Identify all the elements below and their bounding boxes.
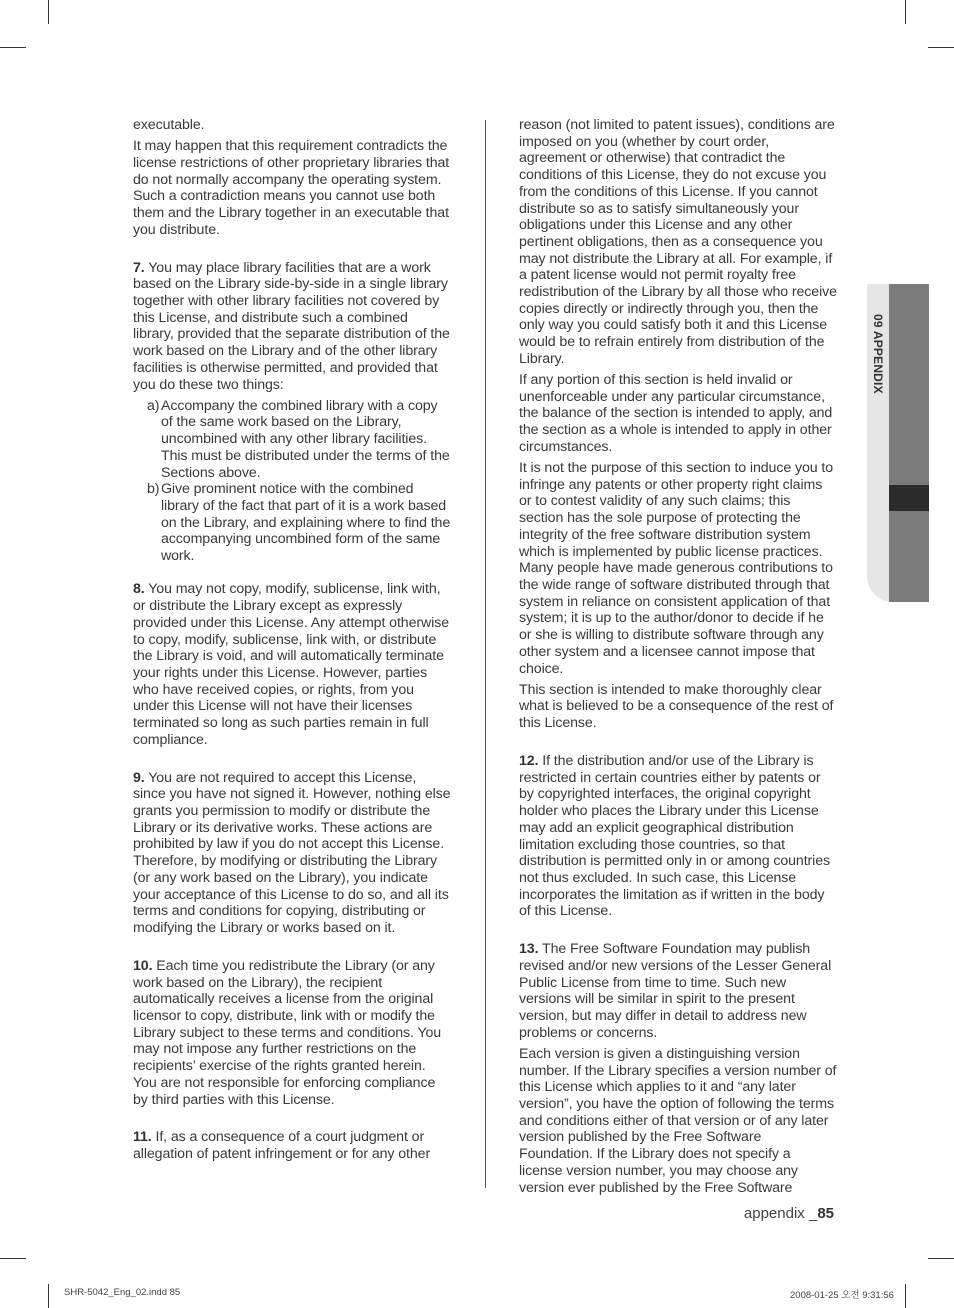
crop-mark	[0, 47, 26, 48]
paragraph	[133, 1129, 451, 1162]
left-text-column	[133, 117, 451, 1167]
list-item	[133, 481, 451, 565]
clause-number: 12.	[519, 753, 539, 769]
paragraph	[133, 260, 451, 394]
paragraph	[519, 372, 837, 456]
paragraph-text: If any portion of this section is held invalid or unenforceable under any particular circumstance, the balance of the section is intended to apply, and the section as a whole is intended to apply in other circumstances.	[519, 372, 833, 455]
paragraph-gap	[519, 925, 837, 942]
paragraph-text: If the distribution and/or use of the Library is restricted in certain countries either by patents or by copyrighted interfaces, the original copyright holder who places the Library under this License may add an explicit geographical distribution limitation excluding those countries, so that distribution is permitted only in or among countries not thus excluded. In such case, this License incorporates the limitation as if written in the body of this License.	[519, 753, 831, 920]
paragraph-text: Each version is given a distinguishing version number. If the Library specifies a version number of this License which applies to it and “any later version”, you have the option of following the terms and conditions either of that version or of any later version published by the Free Software Foundation. If the Library does not specify a license version number, you may choose any version ever published by the Free Software	[519, 1045, 837, 1196]
paragraph	[519, 753, 837, 920]
paragraph-gap	[133, 565, 451, 582]
clause-number: 13.	[519, 941, 539, 958]
column-divider	[485, 120, 486, 1188]
paragraph-text: You are not required to accept this License, since you have not signed it. However, nothing else grants you permission to modify or distribute the Library or its derivative works. These actions are prohibited by law if you do not accept this License. Therefore, by modifying or distributing the Library (or any work based on the Library), you indicate your acceptance of this License to do so, and all its terms and conditions for copying, distributing or modifying the Library or works based on it.	[133, 769, 451, 936]
clause-number: 8.	[133, 581, 145, 598]
paragraph	[133, 581, 451, 748]
paragraph-gap	[133, 1113, 451, 1130]
tab-position-marker	[889, 485, 929, 511]
paragraph-text: The Free Software Foundation may publish revised and/or new versions of the Lesser General Public License from time to time. Such new versions will be similar in spirit to the present version, but may differ in detail to address new problems or concerns.	[519, 941, 832, 1041]
chapter-label: 09 APPENDIX	[871, 314, 885, 394]
paragraph-text: This section is intended to make thoroughly clear what is believed to be a consequence of the rest of this License.	[519, 681, 834, 732]
print-date-info: 2008-01-25 오전 9:31:56	[790, 1290, 894, 1301]
paragraph-text: If, as a consequence of a court judgment or allegation of patent infringement or for any other	[133, 1129, 431, 1163]
paragraph	[519, 682, 837, 732]
paragraph	[519, 117, 837, 368]
list-item-text: Accompany the combined library with a copy of the same work based on the Library, uncombined with any other library facilities. This must be distributed under the terms of the Sections above.	[161, 397, 450, 481]
list-item-label: a)	[147, 397, 160, 414]
crop-mark	[905, 1284, 906, 1308]
crop-mark	[928, 47, 954, 48]
list-item-label: b)	[147, 481, 160, 498]
paragraph	[133, 117, 451, 134]
clause-number: 7.	[133, 259, 145, 276]
paragraph	[133, 958, 451, 1108]
paragraph-text: It is not the purpose of this section to induce you to infringe any patents or other property right claims or to contest validity of any such claims; this section has the sole purpose of protecting the integrity of the free software distribution system which is implemented by public license practices. Many people have made generous contributions to the wide range of software distributed through that system in reliance on consistent application of that system; it is up to the author/donor to decide if he or she is willing to distribute software through any other system and a licensee cannot impose that choice.	[519, 460, 834, 677]
paragraph	[519, 1046, 837, 1196]
paragraph	[519, 941, 837, 1041]
right-text-column	[519, 117, 837, 1201]
paragraph	[133, 770, 451, 937]
clause-number: 11.	[133, 1129, 152, 1146]
page-number: 85	[817, 1205, 834, 1222]
paragraph-text: You may not copy, modify, sublicense, link with, or distribute the Library except as expressly provided under this License. Any attempt otherwise to copy, modify, sublicense, link with, or distribute the Library is void, and will automatically terminate your rights under this License. However, parties who have received copies, or rights, from you under this License will not have their licenses terminated so long as such parties remain in full compliance.	[133, 581, 449, 748]
paragraph-text: You may place library facilities that are a work based on the Library side-by-side in a single library together with other library facilities not covered by this License, and distribute such a combined library, provided that the separate distribution of the work based on the Library and of the other library facilities is otherwise permitted, and provided that you do these two things:	[133, 259, 450, 393]
crop-mark	[48, 0, 49, 24]
paragraph-gap	[133, 243, 451, 260]
paragraph	[519, 460, 837, 677]
list-item	[133, 398, 451, 482]
crop-mark	[905, 0, 906, 24]
chapter-side-tab	[867, 284, 929, 602]
crop-mark	[48, 1284, 49, 1308]
print-file-info: SHR-5042_Eng_02.indd 85	[64, 1287, 181, 1298]
paragraph-text: reason (not limited to patent issues), conditions are imposed on you (whether by court order, agreement or otherwise) that contradict the conditions of this License, they do not excuse you from the conditions of this License. If you cannot distribute so as to satisfy simultaneously your obligations under this License and any other pertinent obligations, then as a consequence you may not distribute the Library at all. For example, if a patent license would not permit royalty free redistribution of the Library by all those who receive copies directly or indirectly through you, then the only way you could satisfy both it and this License would be to refrain entirely from distribution of the Library.	[519, 117, 837, 367]
footer-section: appendix _	[743, 1205, 818, 1222]
list-item-text: Give prominent notice with the combined library of the fact that part of it is a work based on the Library, and explaining where to find the accompanying uncombined form of the same work.	[161, 481, 451, 565]
paragraph-text: executable.	[133, 117, 205, 133]
paragraph-gap	[133, 753, 451, 770]
paragraph	[133, 138, 451, 238]
paragraph-text: It may happen that this requirement contradicts the license restrictions of other proprietary libraries that do not normally accompany the operating system. Such a contradiction means you cannot use both them and the Library together in an executable that you distribute.	[133, 138, 450, 238]
tab-dark-strip	[889, 284, 929, 602]
clause-number: 10.	[133, 957, 153, 974]
paragraph-text: Each time you redistribute the Library (or any work based on the Library), the recipient automatically receives a license from the original licensor to copy, distribute, link with or modify the Library subject to these terms and conditions. You may not impose any further restrictions on the recipients’ exercise of the rights granted herein. You are not responsible for enforcing compliance by third parties with this License.	[133, 957, 442, 1108]
crop-mark	[0, 1258, 26, 1259]
paragraph-gap	[133, 941, 451, 958]
paragraph-gap	[519, 736, 837, 753]
crop-mark	[928, 1258, 954, 1259]
page-footer	[744, 1205, 834, 1222]
clause-number: 9.	[133, 769, 145, 786]
